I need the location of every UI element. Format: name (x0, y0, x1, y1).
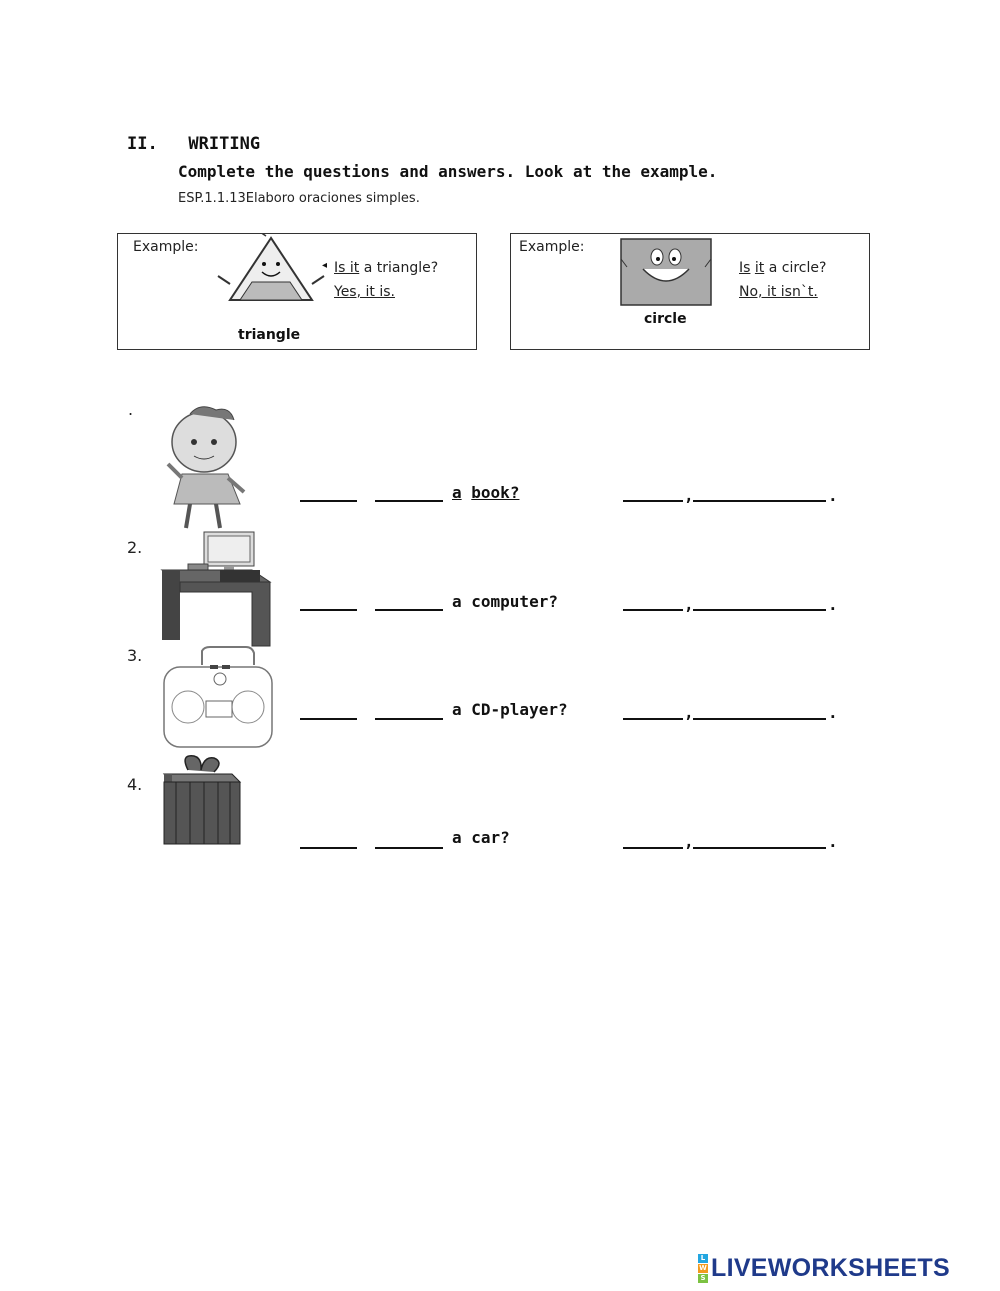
triangle-character-icon (216, 234, 326, 306)
answer-blank[interactable] (300, 718, 357, 720)
answer-blank[interactable] (623, 847, 683, 849)
brand-name: LIVEWORKSHEETS (711, 1254, 950, 1282)
cd-player-icon (158, 645, 276, 753)
logo-cube-letter: L (698, 1254, 708, 1263)
logo-cube-letter: W (699, 1264, 707, 1272)
question-text: a computer? (452, 592, 558, 611)
answer-blank[interactable] (300, 500, 357, 502)
example-question-prefix: Is it (334, 260, 360, 276)
logo-cube-icon (698, 1254, 708, 1283)
liveworksheets-logo (698, 1254, 950, 1283)
question-text (452, 483, 519, 502)
instruction-text: Complete the questions and answers. Look at the example. (178, 162, 718, 181)
answer-blank[interactable] (623, 718, 683, 720)
period: . (828, 486, 838, 505)
answer-blank[interactable] (693, 718, 826, 720)
answer-blank[interactable] (375, 718, 443, 720)
logo-cube-letter: S (698, 1274, 708, 1283)
section-title: II. WRITING (127, 134, 261, 154)
computer-desk-icon (160, 530, 272, 648)
question-text: a CD-player? (452, 700, 568, 719)
standard-code: ESP.1.1.13Elaboro oraciones simples. (178, 191, 420, 206)
example-box-circle (510, 233, 870, 350)
answer-blank[interactable] (623, 609, 683, 611)
item-number: 2. (127, 538, 143, 557)
item-number: 3. (127, 646, 143, 665)
example-label: Example: (133, 239, 199, 255)
answer-blank[interactable] (375, 609, 443, 611)
example-question (334, 260, 438, 276)
girl-icon (160, 404, 270, 532)
article-text: a (452, 483, 462, 502)
example-question-prefix-2: it (754, 260, 765, 276)
example-box-triangle (117, 233, 477, 350)
period: . (828, 832, 838, 851)
example-caption: circle (644, 311, 687, 327)
period: . (828, 595, 838, 614)
period: . (828, 703, 838, 722)
answer-blank[interactable] (375, 847, 443, 849)
gift-box-icon (158, 752, 244, 848)
answer-blank[interactable] (623, 500, 683, 502)
object-text: book? (471, 483, 520, 502)
example-label: Example: (519, 239, 585, 255)
question-text: a car? (452, 828, 510, 847)
comma: , (684, 595, 694, 614)
comma: , (684, 703, 694, 722)
comma: , (684, 832, 694, 851)
example-caption: triangle (238, 327, 301, 343)
answer-blank[interactable] (300, 609, 357, 611)
example-question-prefix: Is (739, 260, 751, 276)
example-question-rest: a circle? (764, 260, 827, 276)
item-number: 4. (127, 775, 143, 794)
comma: , (684, 486, 694, 505)
example-answer: Yes, it is. (334, 284, 395, 300)
answer-blank[interactable] (693, 609, 826, 611)
answer-blank[interactable] (375, 500, 443, 502)
arrow-icon: ◂ (322, 260, 328, 271)
answer-blank[interactable] (693, 500, 826, 502)
item-number: . (128, 400, 134, 419)
answer-blank[interactable] (300, 847, 357, 849)
answer-blank[interactable] (693, 847, 826, 849)
example-question (739, 260, 826, 276)
example-question-rest: a triangle? (359, 260, 439, 276)
example-answer: No, it isn`t. (739, 284, 818, 300)
square-character-icon (619, 237, 713, 307)
